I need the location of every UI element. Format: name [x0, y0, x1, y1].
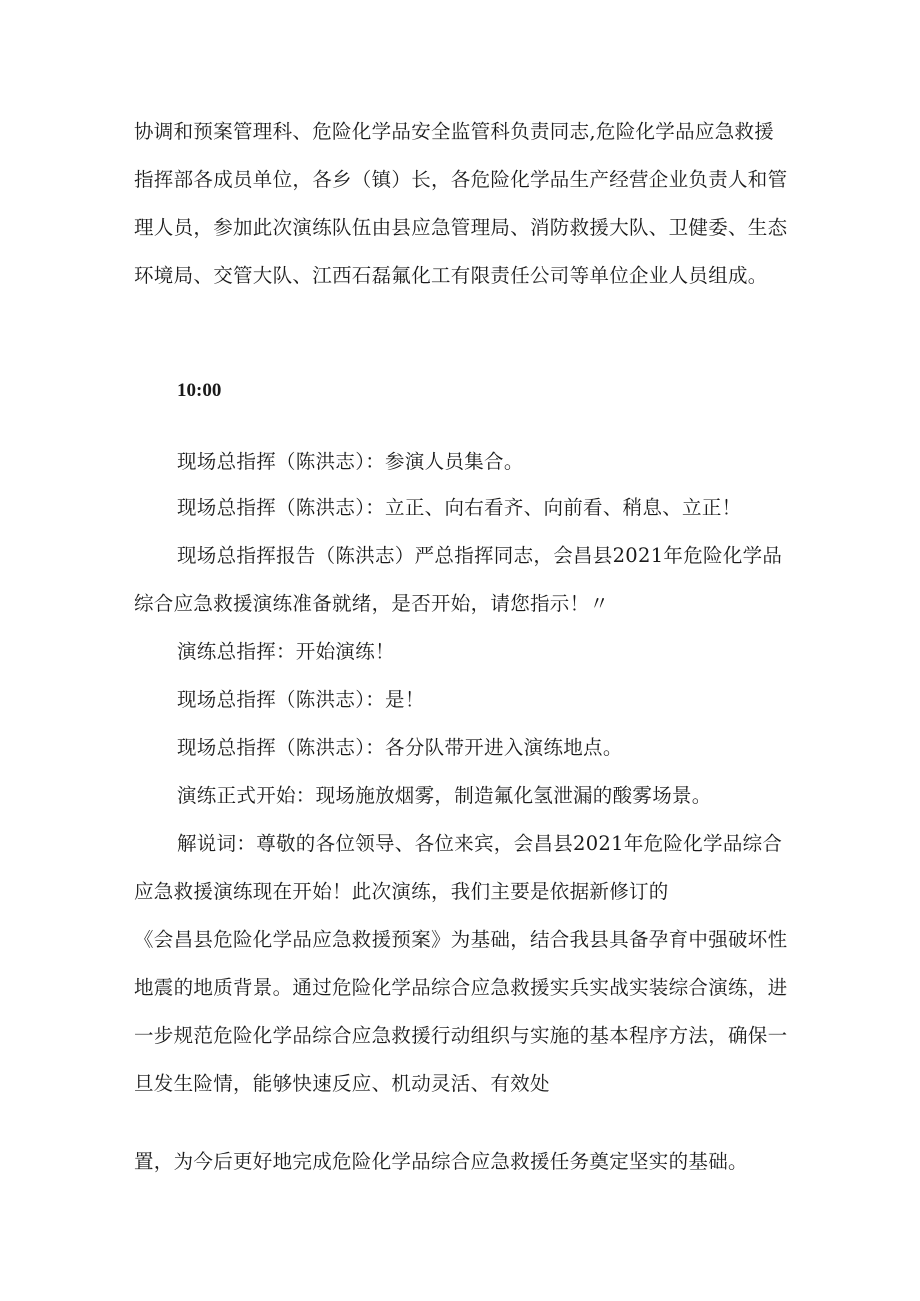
- script-line: 一步规范危险化学品综合应急救援行动组织与实施的基本程序方法，确保一: [134, 1024, 788, 1047]
- script-line: 演练正式开始：现场施放烟雾，制造氟化氢泄漏的酸雾场景。: [177, 784, 712, 807]
- paragraph-line: 指挥部各成员单位，各乡（镇）长，各危险化学品生产经营企业负责人和管: [134, 168, 788, 191]
- script-line: 解说词：尊敬的各位领导、各位来宾，会昌县2021年危险化学品综合: [177, 832, 783, 855]
- paragraph-line: 理人员，参加此次演练队伍由县应急管理局、消防救援大队、卫健委、生态: [134, 216, 788, 239]
- final-line: 置，为今后更好地完成危险化学品综合应急救援任务奠定坚实的基础。: [134, 1150, 748, 1173]
- script-line: 综合应急救援演练准备就绪，是否开始，请您指示！〃: [134, 592, 610, 615]
- script-line: 地震的地质背景。通过危险化学品综合应急救援实兵实战实装综合演练，进: [134, 976, 788, 999]
- script-line: 现场总指挥（陈洪志）：参演人员集合。: [177, 450, 524, 473]
- script-line: 应急救援演练现在开始！此次演练，我们主要是依据新修订的: [134, 880, 669, 903]
- script-line: 现场总指挥报告（陈洪志）严总指挥同志，会昌县2021年危险化学品: [177, 544, 783, 567]
- script-line: 现场总指挥（陈洪志）：是！: [177, 688, 425, 711]
- script-line: 现场总指挥（陈洪志）：立正、向右看齐、向前看、稍息、立正！: [177, 496, 742, 519]
- script-line: 旦发生险情，能够快速反应、机动灵活、有效处: [134, 1072, 550, 1095]
- script-line: 演练总指挥：开始演练！: [177, 640, 395, 663]
- time-heading: 10:00: [177, 380, 222, 401]
- script-line: 《会昌县危险化学品应急救援预案》为基础，结合我县具备孕育中强破坏性: [134, 928, 788, 951]
- script-line: 现场总指挥（陈洪志）：各分队带开进入演练地点。: [177, 736, 623, 759]
- paragraph-line: 协调和预案管理科、危险化学品安全监管科负责同志,危险化学品应急救援: [134, 120, 775, 143]
- paragraph-line: 环境局、交管大队、江西石磊氟化工有限责任公司等单位企业人员组成。: [134, 264, 768, 287]
